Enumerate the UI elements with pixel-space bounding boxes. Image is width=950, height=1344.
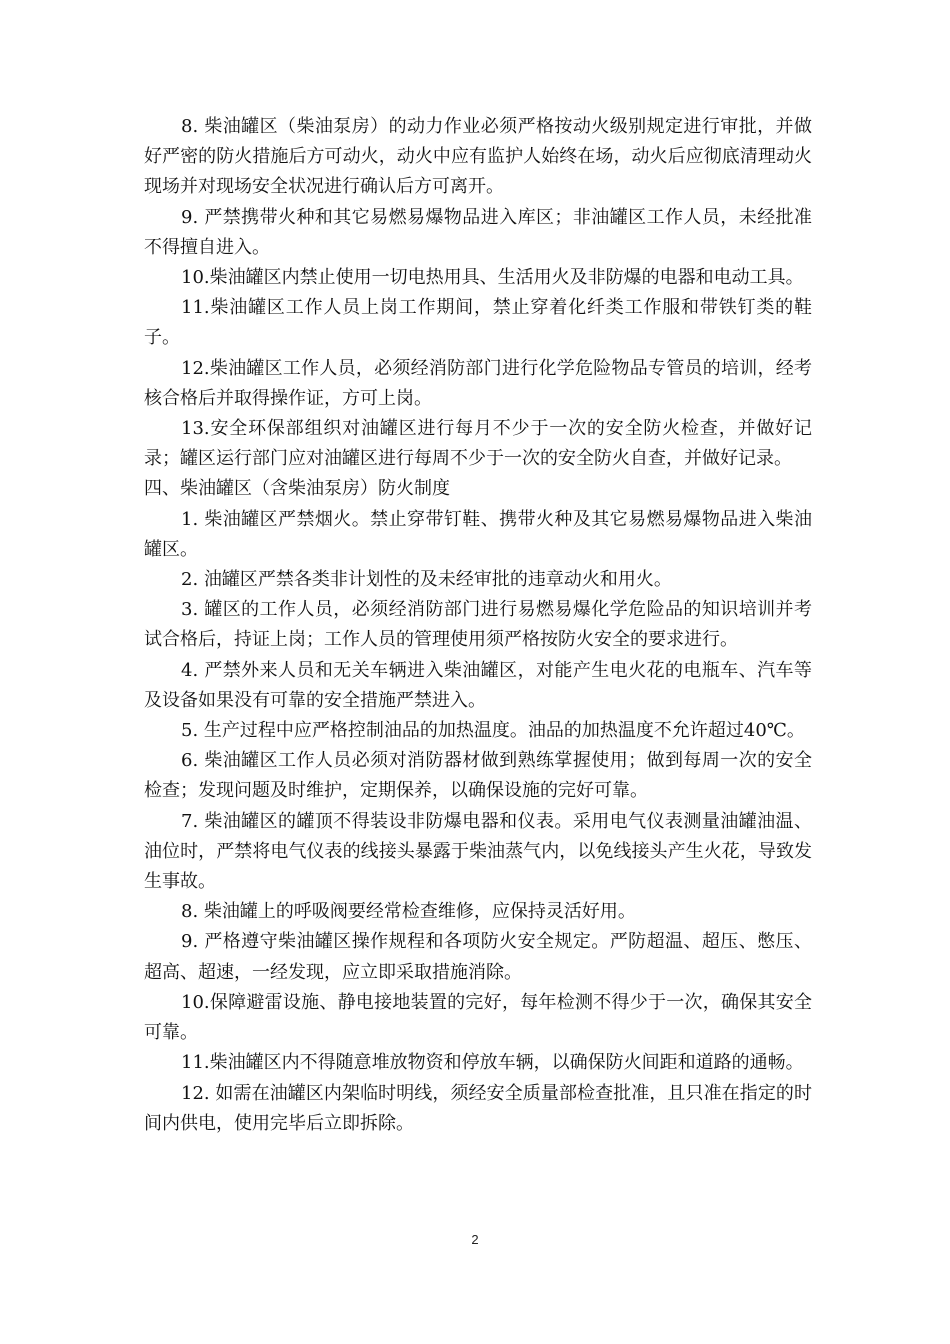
paragraph-item-12: 12.柴油罐区工作人员，必须经消防部门进行化学危险物品专管员的培训，经考核合格后并取得操作证，方可上岗。 (144, 357, 812, 409)
paragraph-item-11: 11.柴油罐区工作人员上岗工作期间，禁止穿着化纤类工作服和带铁钉类的鞋子。 (144, 297, 812, 349)
fire-rule-2: 2. 油罐区严禁各类非计划性的及未经审批的违章动火和用火。 (181, 569, 672, 591)
fire-rule-7: 7. 柴油罐区的罐顶不得装设非防爆电器和仪表。采用电气仪表测量油罐油温、油位时，严禁将电气仪表的线接头暴露于柴油蒸气内，以免线接头产生火花，导致发生事故。 (144, 810, 812, 893)
fire-rule-3: 3. 罐区的工作人员，必须经消防部门进行易燃易爆化学危险品的知识培训并考试合格后，持证上岗；工作人员的管理使用须严格按防火安全的要求进行。 (144, 599, 812, 651)
page-number: 2 (471, 1232, 479, 1247)
paragraph-item-8: 8. 柴油罐区（柴油泵房）的动力作业必须严格按动火级别规定进行审批，并做好严密的防火措施后方可动火，动火中应有监护人始终在场，动火后应彻底清理动火现场并对现场安全状况进行确认后方可离开。 (144, 116, 812, 198)
paragraph-item-10: 10.柴油罐区内禁止使用一切电热用具、生活用火及非防爆的电器和电动工具。 (181, 267, 804, 289)
fire-rule-1: 1. 柴油罐区严禁烟火。禁止穿带钉鞋、携带火种及其它易燃易爆物品进入柴油罐区。 (144, 508, 812, 560)
fire-rule-4: 4. 严禁外来人员和无关车辆进入柴油罐区，对能产生电火花的电瓶车、汽车等及设备如果没有可靠的安全措施严禁进入。 (144, 659, 812, 711)
fire-rule-5: 5. 生产过程中应严格控制油品的加热温度。油品的加热温度不允许超过40℃。 (181, 720, 805, 742)
fire-rule-12: 12. 如需在油罐区内架临时明线，须经安全质量部检查批准，且只准在指定的时间内供电，使用完毕后立即拆除。 (144, 1082, 812, 1134)
paragraph-item-9: 9. 严禁携带火种和其它易燃易爆物品进入库区；非油罐区工作人员，未经批准不得擅自进入。 (144, 206, 812, 258)
section-heading: 四、柴油罐区（含柴油泵房）防火制度 (144, 478, 450, 500)
fire-rule-9: 9. 严格遵守柴油罐区操作规程和各项防火安全规定。严防超温、超压、憋压、超高、超速，一经发现，应立即采取措施消除。 (144, 931, 812, 983)
document-body (144, 112, 812, 1139)
paragraph-item-13: 13.安全环保部组织对油罐区进行每月不少于一次的安全防火检查，并做好记录；罐区运行部门应对油罐区进行每周不少于一次的安全防火自查，并做好记录。 (144, 418, 812, 470)
fire-rule-11: 11.柴油罐区内不得随意堆放物资和停放车辆，以确保防火间距和道路的通畅。 (181, 1052, 804, 1074)
fire-rule-8: 8. 柴油罐上的呼吸阀要经常检查维修，应保持灵活好用。 (181, 901, 636, 923)
fire-rule-6: 6. 柴油罐区工作人员必须对消防器材做到熟练掌握使用；做到每周一次的安全检查；发现问题及时维护，定期保养，以确保设施的完好可靠。 (144, 750, 812, 802)
fire-rule-10: 10.保障避雷设施、静电接地装置的完好，每年检测不得少于一次，确保其安全可靠。 (144, 991, 812, 1044)
